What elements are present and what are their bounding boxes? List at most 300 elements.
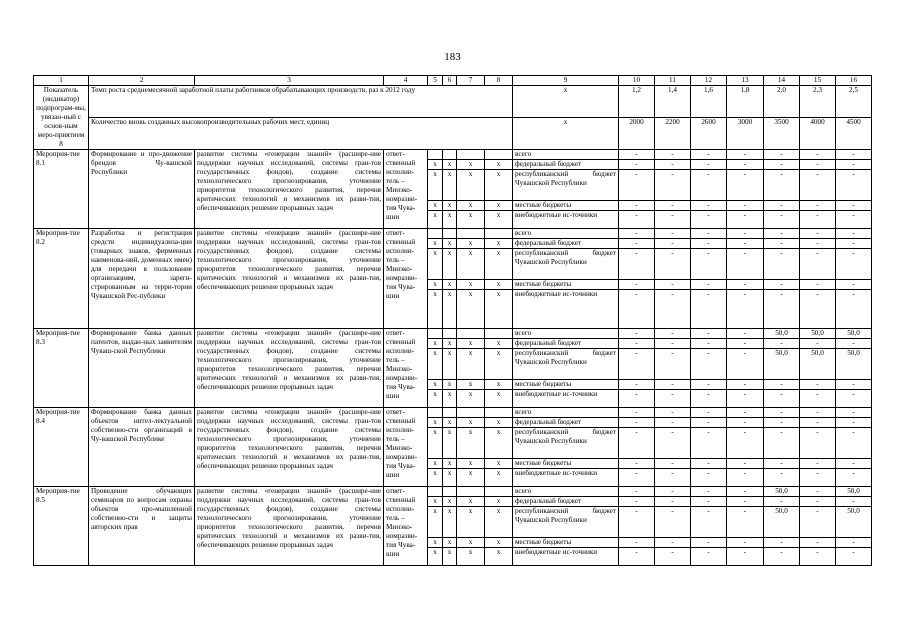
activity-description: Формирование банка данных объектов интел-лектуальной собственно-сти организаций в Чу-вашской Республике (89, 408, 195, 487)
column-number: 11 (655, 76, 691, 86)
funding-value: - (836, 290, 872, 329)
code-cell: x (428, 538, 443, 548)
code-cell: x (485, 211, 513, 229)
funding-value: - (619, 229, 655, 239)
funding-value: - (727, 459, 764, 469)
program-table (33, 75, 872, 566)
code-cell (485, 150, 513, 160)
funding-value: - (727, 160, 764, 170)
funding-value: - (655, 390, 691, 408)
funding-source: местные бюджеты (513, 201, 619, 211)
funding-value: - (727, 329, 764, 339)
funding-value: - (691, 390, 727, 408)
code-cell (457, 229, 485, 239)
code-cell (428, 150, 443, 160)
funding-value: - (800, 487, 836, 497)
funding-value: - (619, 459, 655, 469)
funding-value: - (655, 160, 691, 170)
funding-value: - (727, 249, 764, 280)
funding-value: - (836, 538, 872, 548)
code-cell: x (457, 160, 485, 170)
code-cell: x (485, 349, 513, 380)
column-number: 12 (691, 76, 727, 86)
code-cell: x (443, 538, 457, 548)
funding-value: - (727, 418, 764, 428)
funding-value: - (800, 170, 836, 201)
funding-value: - (619, 211, 655, 229)
code-cell: x (485, 201, 513, 211)
funding-value: - (691, 249, 727, 280)
code-cell (485, 487, 513, 497)
code-cell: x (457, 280, 485, 290)
funding-source: внебюджетные ис-точники (513, 548, 619, 566)
funding-value: - (655, 239, 691, 249)
activity-row (34, 150, 872, 160)
funding-value: - (727, 390, 764, 408)
funding-value: - (691, 380, 727, 390)
funding-value: - (764, 229, 800, 239)
code-cell: x (428, 249, 443, 280)
funding-value: - (764, 428, 800, 459)
code-cell: x (443, 548, 457, 566)
code-cell (457, 150, 485, 160)
funding-value: - (836, 160, 872, 170)
activity-goal: развитие системы «генерации знаний» (расшире-ние поддержки научных исследований, системы гран-тов государственных фондов), создание системы технологического прогнозирования, уточнение приоритетов технологического развития, перечня критических технологий и механизмов их разви-тия, обеспечивающих решение прорывных задач (195, 229, 384, 329)
funding-value: - (691, 229, 727, 239)
code-cell: x (428, 339, 443, 349)
code-cell: x (485, 339, 513, 349)
column-number: 3 (195, 76, 384, 86)
code-cell: x (428, 428, 443, 459)
funding-value: - (655, 459, 691, 469)
column-number: 14 (764, 76, 800, 86)
funding-value: - (764, 408, 800, 418)
funding-value: 50,0 (800, 349, 836, 380)
code-cell: x (485, 538, 513, 548)
funding-value: - (727, 280, 764, 290)
funding-value: - (764, 380, 800, 390)
funding-value: - (655, 290, 691, 329)
funding-value: - (800, 428, 836, 459)
funding-value: - (727, 380, 764, 390)
indicator-text: Темп роста среднемесячной заработной платы работников обрабатывающих производств, раз к 2012 году (89, 86, 513, 118)
funding-value: - (836, 170, 872, 201)
funding-value: - (691, 201, 727, 211)
funding-value: - (727, 239, 764, 249)
activity-row (34, 408, 872, 418)
funding-value: - (691, 150, 727, 160)
funding-value: - (800, 538, 836, 548)
code-cell: x (428, 211, 443, 229)
indicator-value: 2200 (655, 118, 691, 150)
funding-value: - (691, 548, 727, 566)
activity-name: Мероприя-тие 8.1 (34, 150, 89, 229)
funding-value: 50,0 (764, 487, 800, 497)
indicator-value: 2,3 (800, 86, 836, 118)
indicator-value: 2600 (691, 118, 727, 150)
funding-value: - (691, 507, 727, 538)
funding-value: 50,0 (836, 487, 872, 497)
code-cell: x (443, 418, 457, 428)
indicator-label: Показатель (индикатор) подпрограм-мы, увязан-ный с основ-ным меро-приятием 8 (34, 86, 89, 150)
code-cell: x (457, 201, 485, 211)
funding-value: - (655, 339, 691, 349)
activity-name: Мероприя-тие 8.4 (34, 408, 89, 487)
funding-value: - (800, 497, 836, 507)
indicator-value: 1,8 (727, 86, 764, 118)
funding-value: - (727, 290, 764, 329)
code-cell: x (443, 160, 457, 170)
funding-value: - (836, 229, 872, 239)
code-cell: x (485, 390, 513, 408)
funding-value: - (836, 459, 872, 469)
code-cell: x (428, 459, 443, 469)
funding-value: - (800, 459, 836, 469)
funding-source: местные бюджеты (513, 538, 619, 548)
funding-value: - (836, 390, 872, 408)
funding-value: - (800, 150, 836, 160)
code-cell: x (443, 349, 457, 380)
funding-value: - (800, 408, 836, 418)
funding-value: - (619, 249, 655, 280)
column-number: 1 (34, 76, 89, 86)
funding-value: - (836, 469, 872, 487)
activity-description: Разработка и регистрация средств индивидуализа-ции (товарных знаков, фирменных наименова-ний, доменных имен) для передачи в пользование организациям, зареги-стрированным на терри-тории Чувашской Рес-публики (89, 229, 195, 329)
funding-value: - (764, 538, 800, 548)
activity-goal: развитие системы «генерации знаний» (расшире-ние поддержки научных исследований, системы гран-тов государственных фондов), создание системы технологического прогнозирования, уточнение приоритетов технологического развития, перечня критических технологий и механизмов их разви-тия, обеспечивающих решение прорывных задач (195, 408, 384, 487)
code-cell: x (443, 497, 457, 507)
column-number: 4 (384, 76, 428, 86)
code-cell: x (443, 249, 457, 280)
code-cell: x (443, 211, 457, 229)
funding-value: - (691, 538, 727, 548)
funding-value: - (619, 339, 655, 349)
funding-source: всего (513, 408, 619, 418)
activity-name: Мероприя-тие 8.5 (34, 487, 89, 566)
funding-value: - (691, 469, 727, 487)
code-cell: x (443, 428, 457, 459)
code-cell: x (457, 469, 485, 487)
code-cell (428, 408, 443, 418)
funding-value: - (764, 390, 800, 408)
code-cell: x (443, 380, 457, 390)
column-number: 5 (428, 76, 443, 86)
funding-value: - (764, 418, 800, 428)
code-cell: x (428, 548, 443, 566)
code-cell: x (428, 160, 443, 170)
indicator-value: 4500 (836, 118, 872, 150)
funding-value: - (655, 211, 691, 229)
funding-value: - (764, 249, 800, 280)
activity-description: Формирование банка данных патентов, выдан-ных заявителям Чуваш-ской Республики (89, 329, 195, 408)
code-cell: x (457, 418, 485, 428)
code-cell: x (457, 339, 485, 349)
code-cell (443, 229, 457, 239)
funding-value: - (764, 211, 800, 229)
funding-value: 50,0 (764, 349, 800, 380)
indicator-value: 2,0 (764, 86, 800, 118)
funding-value: - (655, 428, 691, 459)
code-cell (428, 329, 443, 339)
funding-value: - (655, 408, 691, 418)
funding-value: - (727, 428, 764, 459)
column-number: 6 (443, 76, 457, 86)
code-cell (457, 329, 485, 339)
funding-value: - (655, 380, 691, 390)
funding-value: - (800, 469, 836, 487)
funding-value: - (836, 428, 872, 459)
funding-source: внебюджетные ис-точники (513, 390, 619, 408)
funding-value: - (764, 469, 800, 487)
activity-goal: развитие системы «генерации знаний» (расшире-ние поддержки научных исследований, системы гран-тов государственных фондов), создание системы технологического прогнозирования, уточнение приоритетов технологического развития, перечня критических технологий и механизмов их разви-тия, обеспечивающих решение прорывных задач (195, 487, 384, 566)
funding-value: - (655, 497, 691, 507)
funding-value: - (691, 290, 727, 329)
funding-source: всего (513, 150, 619, 160)
code-cell (443, 150, 457, 160)
activity-executor: ответ-ственный исполни-тель – Минэко-номразви-тия Чува-шии (384, 329, 428, 408)
funding-source: республиканский бюджет Чувашской Республики (513, 507, 619, 538)
funding-value: - (800, 390, 836, 408)
code-cell: x (457, 538, 485, 548)
funding-source: внебюджетные ис-точники (513, 469, 619, 487)
funding-value: - (619, 329, 655, 339)
funding-value: - (800, 239, 836, 249)
funding-value: - (655, 507, 691, 538)
funding-source: федеральный бюджет (513, 339, 619, 349)
funding-value: - (836, 497, 872, 507)
funding-value: - (655, 150, 691, 160)
funding-value: - (764, 201, 800, 211)
funding-value: - (691, 160, 727, 170)
code-cell: x (485, 459, 513, 469)
funding-source: республиканский бюджет Чувашской Республики (513, 428, 619, 459)
code-cell: x (443, 507, 457, 538)
column-number: 16 (836, 76, 872, 86)
column-number: 8 (485, 76, 513, 86)
funding-value: - (655, 469, 691, 487)
activity-row (34, 329, 872, 339)
funding-value: - (800, 249, 836, 280)
code-cell: x (457, 459, 485, 469)
code-cell: x (443, 201, 457, 211)
code-cell: x (428, 290, 443, 329)
code-cell: x (428, 380, 443, 390)
funding-source: всего (513, 329, 619, 339)
funding-value: - (727, 150, 764, 160)
code-cell: x (485, 418, 513, 428)
funding-value: - (800, 160, 836, 170)
code-cell: x (485, 507, 513, 538)
funding-value: - (655, 280, 691, 290)
funding-value: - (691, 211, 727, 229)
funding-value: - (655, 170, 691, 201)
funding-source: местные бюджеты (513, 380, 619, 390)
code-cell: x (457, 380, 485, 390)
code-cell: x (443, 459, 457, 469)
funding-value: - (619, 548, 655, 566)
indicator-unit: x (513, 118, 619, 150)
funding-source: республиканский бюджет Чувашской Республики (513, 249, 619, 280)
funding-value: - (655, 201, 691, 211)
funding-value: - (655, 548, 691, 566)
code-cell: x (457, 249, 485, 280)
funding-value: - (836, 150, 872, 160)
indicator-value: 3500 (764, 118, 800, 150)
code-cell (485, 229, 513, 239)
funding-value: - (764, 339, 800, 349)
column-number: 15 (800, 76, 836, 86)
funding-value: - (691, 170, 727, 201)
funding-value: - (619, 538, 655, 548)
code-cell: x (457, 507, 485, 538)
activity-row (34, 487, 872, 497)
activity-description: Проведение обучающих семинаров по вопросам охраны объектов про-мышленной собственно-сти и защиты авторских прав (89, 487, 195, 566)
indicator-value: 4000 (800, 118, 836, 150)
funding-value: - (619, 349, 655, 380)
funding-value: - (655, 349, 691, 380)
funding-value: - (619, 390, 655, 408)
code-cell: x (485, 160, 513, 170)
funding-value: - (619, 497, 655, 507)
code-cell: x (485, 469, 513, 487)
funding-value: - (800, 380, 836, 390)
funding-source: всего (513, 229, 619, 239)
indicator-value: 2000 (619, 118, 655, 150)
funding-value: - (800, 290, 836, 329)
funding-value: - (800, 229, 836, 239)
header-row (34, 76, 872, 86)
funding-value: - (619, 408, 655, 418)
funding-value: - (727, 507, 764, 538)
page-number: 183 (444, 51, 461, 63)
funding-value: 50,0 (800, 329, 836, 339)
code-cell: x (443, 390, 457, 408)
funding-value: - (727, 201, 764, 211)
activity-row (34, 229, 872, 239)
funding-value: - (691, 339, 727, 349)
funding-source: федеральный бюджет (513, 497, 619, 507)
code-cell: x (428, 418, 443, 428)
code-cell: x (485, 428, 513, 459)
funding-value: - (619, 507, 655, 538)
code-cell (428, 487, 443, 497)
funding-value: - (836, 201, 872, 211)
code-cell: x (485, 548, 513, 566)
code-cell: x (428, 390, 443, 408)
funding-value: - (691, 408, 727, 418)
code-cell: x (457, 170, 485, 201)
funding-value: - (764, 170, 800, 201)
code-cell: x (457, 548, 485, 566)
funding-value: 50,0 (764, 507, 800, 538)
funding-value: - (619, 418, 655, 428)
code-cell (443, 329, 457, 339)
funding-value: - (727, 229, 764, 239)
indicator-row (34, 86, 872, 118)
code-cell (457, 487, 485, 497)
funding-value: - (619, 170, 655, 201)
column-number: 2 (89, 76, 195, 86)
funding-source: республиканский бюджет Чувашской Республики (513, 170, 619, 201)
code-cell: x (457, 428, 485, 459)
activity-executor: ответ-ственный исполни-тель – Минэко-номразви-тия Чува-шии (384, 229, 428, 329)
indicator-value: 3000 (727, 118, 764, 150)
funding-value: - (691, 418, 727, 428)
funding-value: - (691, 280, 727, 290)
activity-executor: ответ-ственный исполни-тель – Минэко-номразви-тия Чува-шии (384, 150, 428, 229)
code-cell: x (443, 469, 457, 487)
funding-value: - (691, 329, 727, 339)
code-cell: x (485, 239, 513, 249)
funding-value: - (800, 548, 836, 566)
funding-value: - (727, 548, 764, 566)
code-cell (443, 408, 457, 418)
funding-value: - (727, 170, 764, 201)
activity-name: Мероприя-тие 8.3 (34, 329, 89, 408)
funding-value: - (619, 150, 655, 160)
funding-value: - (836, 380, 872, 390)
funding-value: - (727, 487, 764, 497)
funding-value: - (655, 229, 691, 239)
funding-value: - (836, 280, 872, 290)
funding-value: - (619, 469, 655, 487)
code-cell: x (443, 239, 457, 249)
funding-value: - (836, 548, 872, 566)
funding-value: - (764, 290, 800, 329)
code-cell: x (485, 170, 513, 201)
funding-value: - (800, 211, 836, 229)
code-cell: x (428, 349, 443, 380)
code-cell: x (485, 380, 513, 390)
funding-value: - (619, 160, 655, 170)
funding-value: - (655, 418, 691, 428)
funding-value: - (800, 339, 836, 349)
code-cell: x (485, 290, 513, 329)
column-number: 10 (619, 76, 655, 86)
code-cell: x (428, 170, 443, 201)
funding-value: - (655, 538, 691, 548)
funding-value: - (800, 201, 836, 211)
funding-value: - (836, 408, 872, 418)
code-cell: x (428, 507, 443, 538)
funding-value: - (655, 329, 691, 339)
funding-value: - (727, 497, 764, 507)
code-cell: x (457, 211, 485, 229)
indicator-text: Количество вновь созданных высокопроизводительных рабочих мест, единиц (89, 118, 513, 150)
code-cell: x (428, 201, 443, 211)
code-cell: x (457, 390, 485, 408)
funding-source: внебюджетные ис-точники (513, 211, 619, 229)
code-cell: x (485, 249, 513, 280)
code-cell: x (443, 290, 457, 329)
code-cell (443, 487, 457, 497)
funding-value: - (764, 150, 800, 160)
funding-value: 50,0 (836, 329, 872, 339)
code-cell: x (485, 280, 513, 290)
funding-value: - (691, 497, 727, 507)
funding-value: - (800, 418, 836, 428)
code-cell (428, 229, 443, 239)
funding-value: - (836, 239, 872, 249)
code-cell (485, 329, 513, 339)
code-cell: x (457, 239, 485, 249)
code-cell: x (457, 349, 485, 380)
funding-value: - (655, 487, 691, 497)
funding-value: - (619, 380, 655, 390)
funding-value: - (655, 249, 691, 280)
funding-value: - (619, 239, 655, 249)
funding-value: - (764, 459, 800, 469)
